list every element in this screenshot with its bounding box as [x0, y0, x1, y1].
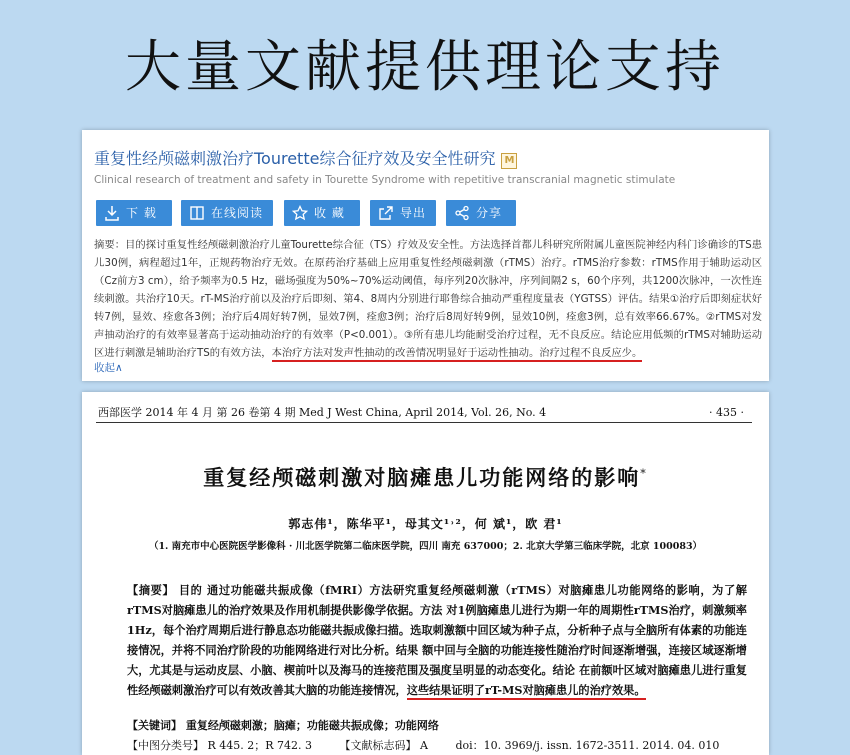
paper-doi: doi：10. 3969/j. issn. 1672-3511. 2014. 04. 010	[455, 739, 720, 752]
download-icon	[104, 205, 120, 221]
book-icon	[189, 205, 205, 221]
record-abstract-text: 摘要：目的探讨重复性经颅磁刺激治疗儿童Tourette综合征（TS）疗效及安全性。方法选择首都儿科研究所附属儿童医院神经内科门诊确诊的TS患儿30例，病程超过1年，正规药物治疗无效。在原药治疗基础上应用重复性经颅磁刺激（rTMS）治疗。rTMS治疗参数：rTMS作用于辅助运动区（Cz前方3 cm），给予频率为0.5 Hz，磁场强度为50%~70%运动阈值，每序列20次脉冲，序列间隔2 s，60个序列，共1200次脉冲，一次性连续刺激。共治疗10天。rT-MS治疗前以及治疗后即刻、第4、8周内分别进行耶鲁综合抽动严重程度量表（YGTSS）评估。结果①治疗后即刻症状好转7例，显效、痊愈各3例；治疗后4周好转7例，显效7例，痊愈3例；治疗后8周好转9例，显效10例，痊愈3例，总有效率66.67%。②rTMS对发声抽动治疗的有效率显著高于运动抽动治疗的有效率（P<0.001）。③所有患儿均能耐受治疗过程，无不良反应。结论应用低频的rTMS对辅助运动区进行刺激是辅助治疗TS的有效方法，	[94, 239, 762, 359]
paper-title	[82, 462, 769, 492]
paper-title-text: 重复经颅磁刺激对脑瘫患儿功能网络的影响	[203, 465, 641, 490]
paper-affiliation: （1. 南充市中心医院医学影像科 · 川北医学院第二临床医学院，四川 南充 637000；2. 北京大学第三临床学院，北京 100083）	[148, 541, 703, 552]
paper-abstract	[127, 580, 747, 700]
paper-page-card	[82, 392, 769, 755]
record-title[interactable]	[94, 146, 517, 169]
paper-abstract-text: 目的 通过功能磁共振成像（fMRI）方法研究重复经颅磁刺激（rTMS）对脑瘫患儿功能网络的影响，为了解rTMS对脑瘫患儿的治疗效果及作用机制提供影像学依据。方法 对1例脑瘫患儿进行为期一年的周期性rTMS治疗，刺激频率1Hz，每个治疗周期后进行静息态功能磁共振成像扫描。选取刺激额中回区域为种子点，分析种子点与全脑所有体素的功能连接情况，并将不同治疗阶段的功能网络进行对比分析。结果 额中回与全脑的功能连接性随治疗时间逐渐增强，连接区域逐渐增大，尤其是与运动皮层、小脑、楔前叶以及海马的连接范围及强度呈明显的动态变化。结论 在前额叶区域对脑瘫患儿进行重复性经颅磁刺激治疗可以有效改善其大脑的功能连接情况，	[127, 583, 747, 697]
download-button[interactable]	[96, 200, 172, 226]
paper-title-mark: *	[640, 467, 648, 480]
share-button[interactable]	[446, 200, 516, 226]
record-english-title: Clinical research of treatment and safety in Tourette Syndrome with repetitive transcranial magnetic stimulate	[94, 174, 676, 186]
document-code: 【文献标志码】 A	[339, 739, 428, 752]
journal-citation: 西部医学 2014 年 4 月 第 26 卷第 4 期 Med J West China, April 2014, Vol. 26, No. 4	[98, 406, 547, 419]
record-abstract	[94, 236, 762, 362]
paper-keywords: 【关键词】 重复经颅磁刺激；脑瘫；功能磁共振成像；功能网络	[127, 719, 439, 732]
star-icon	[292, 205, 308, 221]
record-title-text[interactable]: 重复性经颅磁刺激治疗Tourette综合征疗效及安全性研究	[94, 149, 496, 168]
collapse-link[interactable]: 收起∧	[94, 362, 123, 374]
share-label: 分享	[476, 206, 503, 220]
paper-classification	[127, 737, 743, 753]
favorite-label: 收 藏	[314, 206, 345, 220]
download-label: 下 载	[126, 206, 157, 220]
export-button[interactable]	[370, 200, 436, 226]
read-online-button[interactable]	[181, 200, 273, 226]
page-headline: 大量文献提供理论支持	[125, 35, 725, 100]
class-number: 【中图分类号】 R 445. 2；R 742. 3	[127, 739, 313, 752]
paper-authors: 郭志伟¹，陈华平¹，母其文¹˒²，何 斌¹，欧 君¹	[288, 517, 563, 531]
journal-header	[96, 404, 752, 423]
abstract-label: 【摘要】	[127, 583, 175, 597]
export-label: 导出	[400, 206, 427, 220]
journal-badge-icon: M	[501, 153, 517, 169]
favorite-button[interactable]	[284, 200, 360, 226]
share-icon	[454, 205, 470, 221]
database-record-card	[82, 130, 769, 381]
page-number: · 435 ·	[709, 406, 744, 419]
export-icon	[378, 205, 394, 221]
paper-abstract-highlight: 这些结果证明了rT-MS对脑瘫患儿的治疗效果。	[407, 683, 646, 700]
record-abstract-highlight: 本治疗方法对发声性抽动的改善情况明显好于运动性抽动。治疗过程不良反应少。	[272, 347, 643, 362]
read-online-label: 在线阅读	[211, 206, 264, 220]
